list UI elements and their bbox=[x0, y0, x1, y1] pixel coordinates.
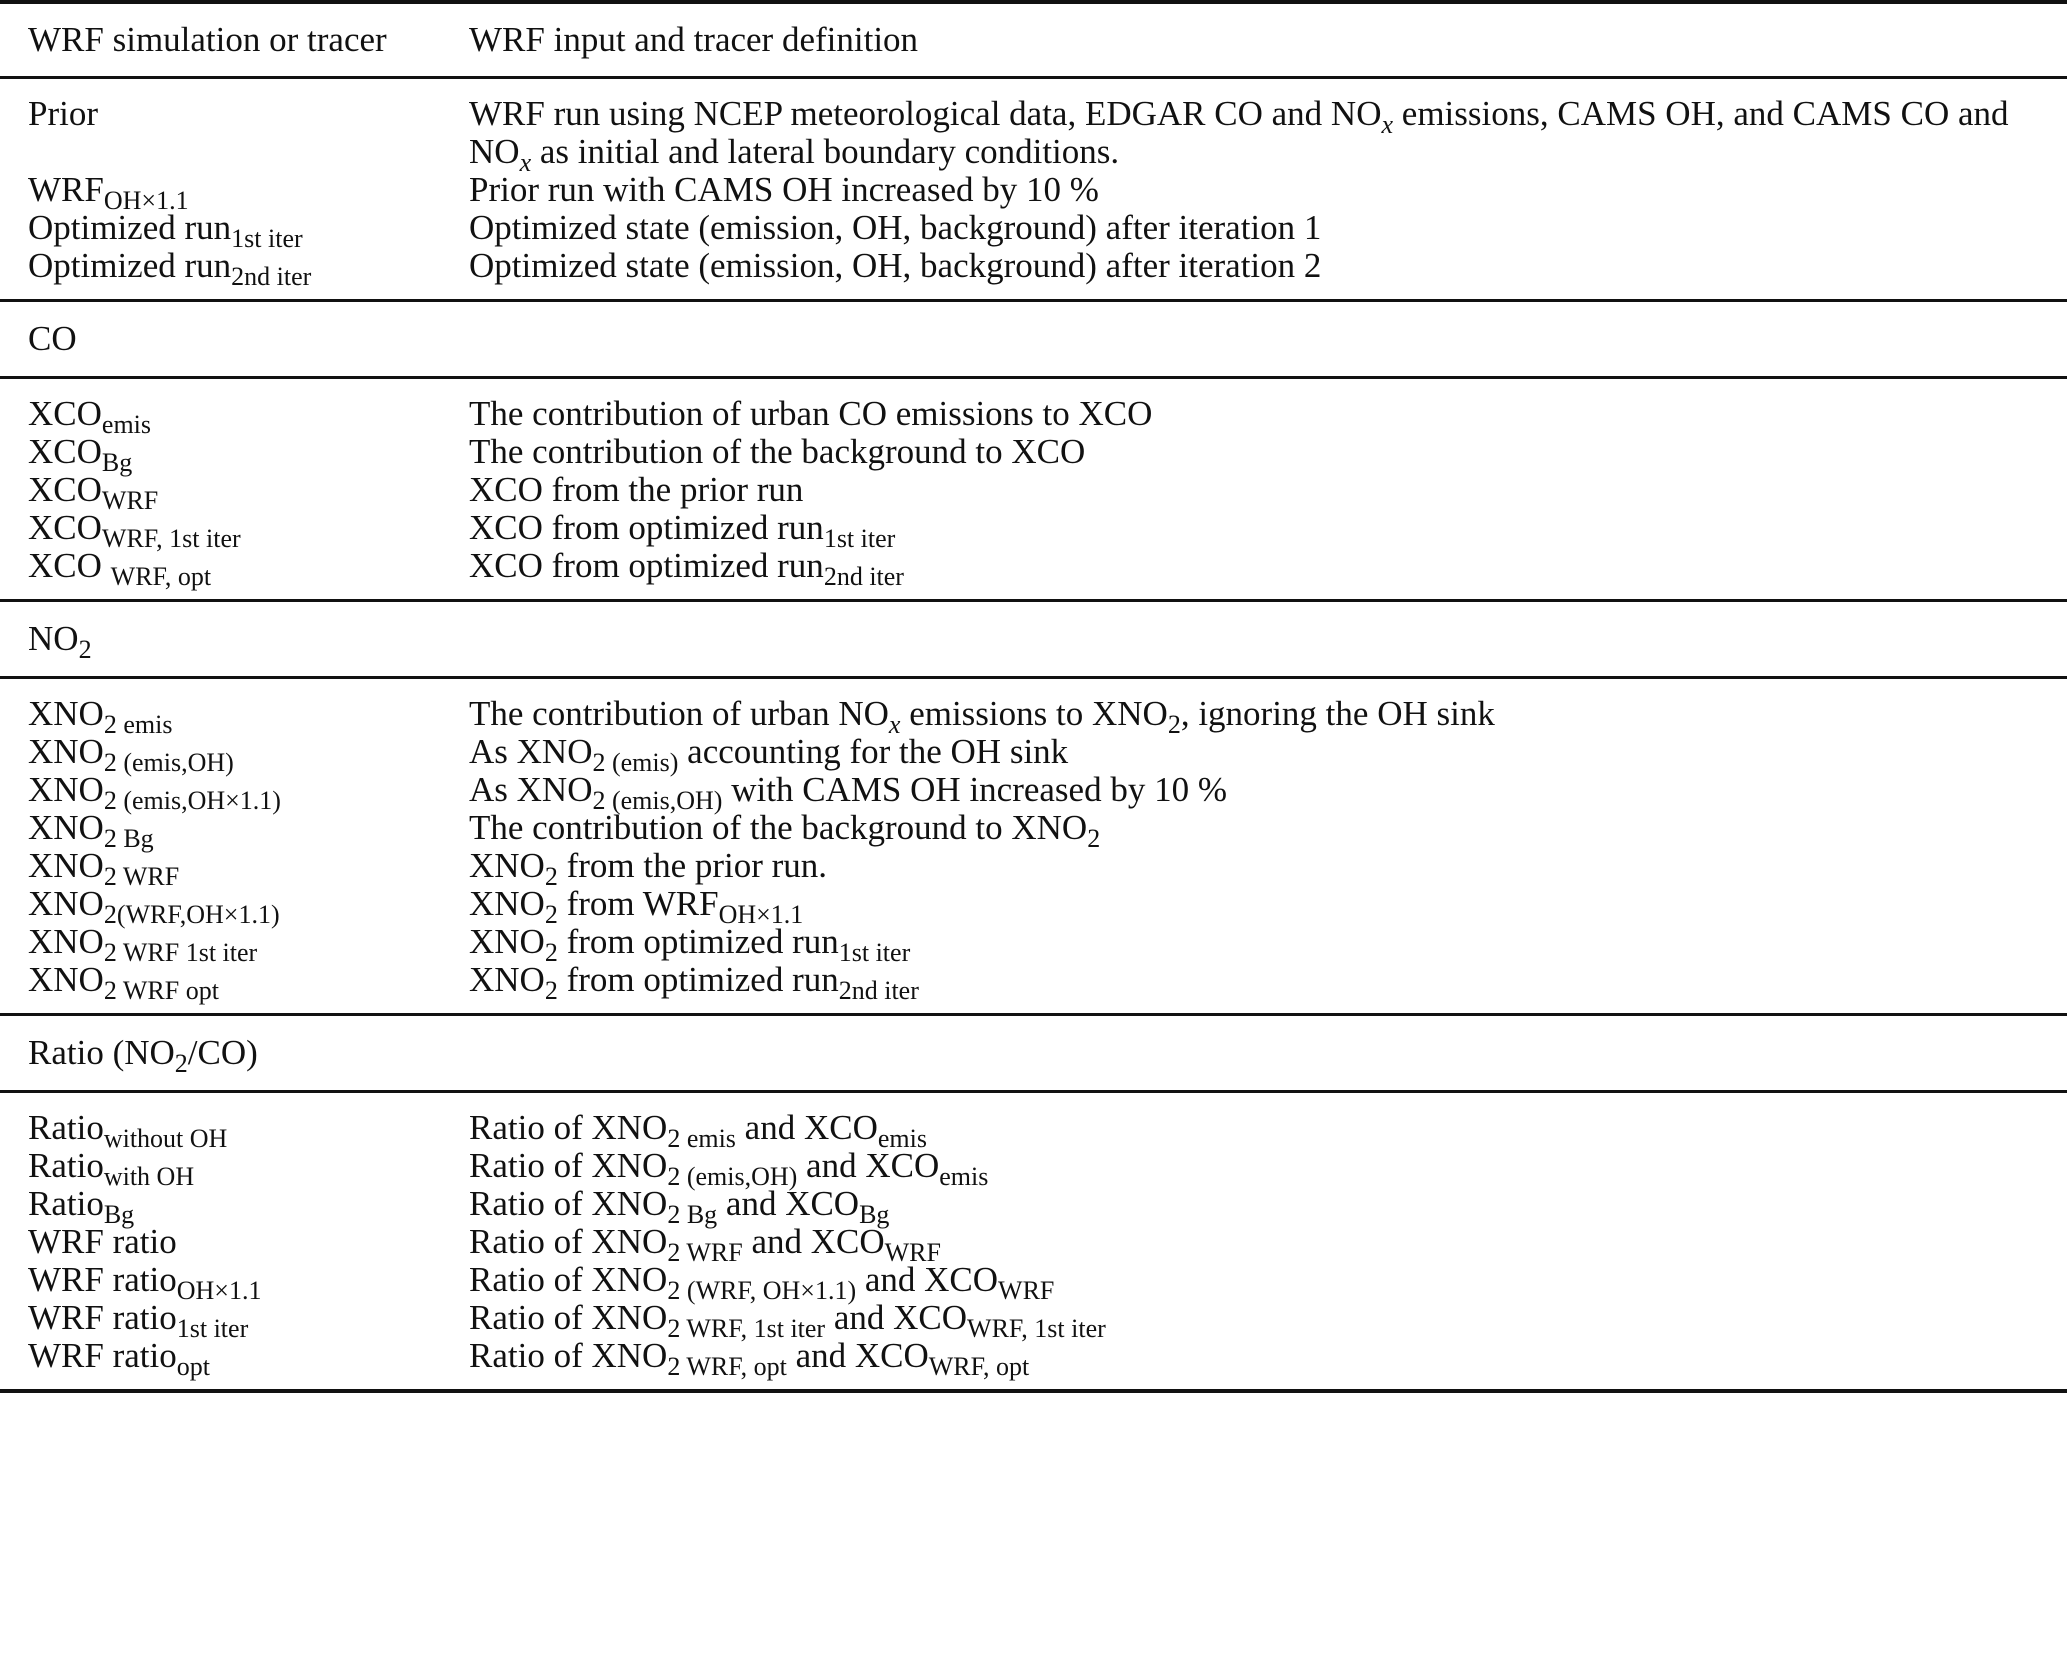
definition-cell bbox=[469, 1184, 2067, 1229]
section-title-row bbox=[0, 302, 2067, 376]
text-segment: The contribution of the background to XCO bbox=[469, 432, 1086, 471]
subscript: 2 (emis,OH) bbox=[592, 786, 723, 815]
subscript: 2 WRF bbox=[667, 1238, 743, 1267]
text-segment: The contribution of the background to XNO bbox=[469, 808, 1088, 847]
definition-cell bbox=[469, 546, 2067, 591]
table-row bbox=[0, 1108, 2067, 1153]
bottom-rule bbox=[0, 1389, 2067, 1393]
definition-cell bbox=[469, 846, 2067, 891]
subscript: Bg bbox=[859, 1200, 890, 1229]
text-segment: and XCO bbox=[797, 1146, 940, 1185]
subscript: emis bbox=[101, 410, 152, 439]
text-segment: from optimized run bbox=[557, 922, 839, 961]
text-segment: XCO bbox=[28, 470, 102, 509]
text-segment: from the prior run. bbox=[557, 846, 828, 885]
subscript: WRF, 1st iter bbox=[967, 1314, 1106, 1343]
section-rows bbox=[0, 379, 2067, 599]
text-segment: XNO bbox=[469, 960, 545, 999]
text-segment: with CAMS OH increased by 10 % bbox=[722, 770, 1227, 809]
tracer-name-cell bbox=[0, 208, 469, 253]
text-segment: XNO bbox=[469, 922, 545, 961]
text-segment: and XCO bbox=[825, 1298, 968, 1337]
table-row bbox=[0, 770, 2067, 815]
table-row bbox=[0, 846, 2067, 891]
table-row bbox=[0, 94, 2067, 177]
text-segment: , ignoring the OH sink bbox=[1180, 694, 1495, 733]
subscript: WRF, opt bbox=[110, 562, 212, 591]
tracer-name-cell bbox=[0, 546, 469, 591]
subscript: opt bbox=[176, 1352, 210, 1381]
subscript: WRF bbox=[998, 1276, 1055, 1305]
subscript: 2 (emis,OH) bbox=[667, 1162, 798, 1191]
header-simulation-or-tracer: WRF simulation or tracer bbox=[28, 20, 387, 59]
subscript: 2 bbox=[1087, 824, 1101, 853]
text-segment: XNO bbox=[28, 770, 104, 809]
subscript: 2nd iter bbox=[823, 562, 904, 591]
table-row bbox=[0, 808, 2067, 853]
subscript: 2 emis bbox=[667, 1124, 736, 1153]
tracer-name-cell bbox=[0, 732, 469, 777]
subscript: 1st iter bbox=[231, 224, 303, 253]
definition-cell bbox=[469, 770, 2067, 815]
subscript: 2 Bg bbox=[667, 1200, 718, 1229]
text-segment: Optimized state (emission, OH, background) after iteration 1 bbox=[469, 208, 1322, 247]
table-row bbox=[0, 960, 2067, 1005]
definition-cell bbox=[469, 1260, 2067, 1305]
text-segment: WRF run using NCEP meteorological data, EDGAR CO and NO bbox=[469, 94, 1382, 133]
text-segment: from WRF bbox=[557, 884, 719, 923]
table-row bbox=[0, 1146, 2067, 1191]
subscript: 2 (emis,OH) bbox=[103, 748, 234, 777]
subscript: 2 emis bbox=[103, 710, 173, 739]
table-row bbox=[0, 732, 2067, 777]
text-segment: XNO bbox=[469, 884, 545, 923]
text-segment: /CO) bbox=[187, 1033, 258, 1072]
table-row bbox=[0, 694, 2067, 739]
subscript: WRF, opt bbox=[928, 1352, 1030, 1381]
text-segment: accounting for the OH sink bbox=[678, 732, 1069, 771]
text-segment: XNO bbox=[28, 808, 104, 847]
subscript: x bbox=[888, 710, 901, 739]
text-segment: XNO bbox=[28, 694, 104, 733]
text-segment: CO bbox=[28, 319, 77, 358]
table-section bbox=[0, 299, 2067, 599]
text-segment: as initial and lateral boundary conditions. bbox=[531, 132, 1120, 171]
text-segment: Ratio of XNO bbox=[469, 1222, 668, 1261]
text-segment: and XCO bbox=[742, 1222, 885, 1261]
subscript: without OH bbox=[103, 1124, 228, 1153]
table-row bbox=[0, 470, 2067, 515]
tracer-name-cell bbox=[0, 432, 469, 477]
text-segment: and XCO bbox=[856, 1260, 999, 1299]
text-segment: Ratio of XNO bbox=[469, 1298, 668, 1337]
text-segment: and XCO bbox=[735, 1108, 878, 1147]
text-segment: XNO bbox=[28, 960, 104, 999]
table-row bbox=[0, 394, 2067, 439]
tracer-name-cell bbox=[0, 1298, 469, 1343]
section-title-row bbox=[0, 602, 2067, 676]
text-segment: Ratio (NO bbox=[28, 1033, 175, 1072]
text-segment: XNO bbox=[28, 922, 104, 961]
subscript: with OH bbox=[103, 1162, 195, 1191]
subscript: 2 bbox=[544, 862, 558, 891]
definition-cell bbox=[469, 508, 2067, 553]
subscript: 2(WRF,OH×1.1) bbox=[103, 900, 280, 929]
section-rows bbox=[0, 679, 2067, 1013]
tracer-name-cell bbox=[0, 1184, 469, 1229]
text-segment: XCO bbox=[28, 546, 111, 585]
table-section bbox=[0, 599, 2067, 1013]
table-row bbox=[0, 170, 2067, 215]
definition-cell bbox=[469, 171, 2067, 209]
subscript: 2nd iter bbox=[231, 262, 312, 291]
tracer-name-cell bbox=[0, 922, 469, 967]
subscript: 2 WRF, 1st iter bbox=[667, 1314, 826, 1343]
subscript: 2 WRF opt bbox=[103, 976, 219, 1005]
table-row bbox=[0, 884, 2067, 929]
text-segment: Ratio bbox=[28, 1146, 104, 1185]
tracer-name-cell bbox=[0, 95, 469, 133]
text-segment: from optimized run bbox=[557, 960, 839, 999]
tracer-name-cell bbox=[0, 508, 469, 553]
text-segment: XCO from optimized run bbox=[469, 546, 824, 585]
definition-cell bbox=[469, 1298, 2067, 1343]
subscript: 2 WRF, opt bbox=[667, 1352, 787, 1381]
definition-cell bbox=[469, 94, 2067, 177]
subscript: OH×1.1 bbox=[718, 900, 804, 929]
section-title bbox=[0, 619, 469, 664]
table-header-row bbox=[0, 4, 2067, 76]
table-body bbox=[0, 79, 2067, 1393]
tracer-name-cell bbox=[0, 1146, 469, 1191]
definition-cell bbox=[469, 1108, 2067, 1153]
text-segment: XCO bbox=[28, 432, 102, 471]
table-row bbox=[0, 922, 2067, 967]
text-segment: XCO bbox=[28, 394, 102, 433]
text-segment: The contribution of urban NO bbox=[469, 694, 889, 733]
text-segment: Optimized run bbox=[28, 246, 232, 285]
definition-cell bbox=[469, 922, 2067, 967]
table-row bbox=[0, 1298, 2067, 1343]
text-segment: XNO bbox=[28, 846, 104, 885]
subscript: 2 (emis,OH×1.1) bbox=[103, 786, 281, 815]
text-segment: Ratio of XNO bbox=[469, 1184, 668, 1223]
table-row bbox=[0, 208, 2067, 253]
tracer-name-cell bbox=[0, 470, 469, 515]
text-segment: XNO bbox=[28, 732, 104, 771]
subscript: 2 WRF bbox=[103, 862, 180, 891]
subscript: 1st iter bbox=[838, 938, 911, 967]
text-segment: WRF bbox=[28, 170, 104, 209]
subscript: WRF bbox=[101, 486, 159, 515]
subscript: Bg bbox=[101, 448, 133, 477]
text-segment: XCO from optimized run bbox=[469, 508, 824, 547]
subscript: WRF bbox=[884, 1238, 941, 1267]
subscript: 2nd iter bbox=[838, 976, 919, 1005]
tracer-name-cell bbox=[0, 846, 469, 891]
text-segment: Ratio bbox=[28, 1184, 104, 1223]
subscript: 2 (emis) bbox=[592, 748, 679, 777]
text-segment: Prior bbox=[28, 94, 98, 133]
tracer-name-cell bbox=[0, 394, 469, 439]
subscript: 1st iter bbox=[176, 1314, 249, 1343]
table-row bbox=[0, 508, 2067, 553]
subscript: 2 bbox=[174, 1049, 188, 1078]
text-segment: Ratio of XNO bbox=[469, 1336, 668, 1375]
section-title-row bbox=[0, 1016, 2067, 1090]
subscript: OH×1.1 bbox=[176, 1276, 262, 1305]
tracer-name-cell bbox=[0, 808, 469, 853]
text-segment: emissions, CAMS OH, and CAMS CO and NO bbox=[469, 94, 2009, 171]
header-input-and-definition: WRF input and tracer definition bbox=[469, 20, 919, 59]
text-segment: and XCO bbox=[786, 1336, 929, 1375]
subscript: 2 Bg bbox=[103, 824, 154, 853]
text-segment: As XNO bbox=[469, 770, 593, 809]
definition-cell bbox=[469, 433, 2067, 471]
subscript: x bbox=[519, 148, 532, 177]
definition-cell bbox=[469, 694, 2067, 739]
tracer-name-cell bbox=[0, 770, 469, 815]
definition-cell bbox=[469, 960, 2067, 1005]
table-row bbox=[0, 1184, 2067, 1229]
text-segment: Optimized run bbox=[28, 208, 232, 247]
text-segment: XNO bbox=[469, 846, 545, 885]
definition-cell bbox=[469, 395, 2067, 433]
table-section bbox=[0, 79, 2067, 299]
text-segment: XCO bbox=[28, 508, 102, 547]
definition-cell bbox=[469, 1146, 2067, 1191]
definition-cell bbox=[469, 884, 2067, 929]
text-segment: emissions to XNO bbox=[900, 694, 1168, 733]
table-row bbox=[0, 546, 2067, 591]
tracer-name-cell bbox=[0, 1260, 469, 1305]
text-segment: WRF ratio bbox=[28, 1298, 177, 1337]
definition-cell bbox=[469, 732, 2067, 777]
tracer-name-cell bbox=[0, 246, 469, 291]
subscript: WRF, 1st iter bbox=[101, 524, 241, 553]
subscript: 2 (WRF, OH×1.1) bbox=[667, 1276, 857, 1305]
subscript: OH×1.1 bbox=[103, 186, 189, 215]
text-segment: Ratio of XNO bbox=[469, 1108, 668, 1147]
tracer-name-cell bbox=[0, 1223, 469, 1261]
definition-cell bbox=[469, 247, 2067, 285]
section-rows bbox=[0, 79, 2067, 299]
text-segment: Ratio of XNO bbox=[469, 1260, 668, 1299]
section-title bbox=[0, 320, 469, 358]
subscript: 1st iter bbox=[823, 524, 896, 553]
text-segment: and XCO bbox=[717, 1184, 860, 1223]
text-segment: Ratio of XNO bbox=[469, 1146, 668, 1185]
tracer-name-cell bbox=[0, 694, 469, 739]
subscript: 2 bbox=[544, 938, 558, 967]
tracer-name-cell bbox=[0, 1336, 469, 1381]
subscript: 2 WRF 1st iter bbox=[103, 938, 258, 967]
subscript: x bbox=[1381, 110, 1394, 139]
section-rows bbox=[0, 1093, 2067, 1389]
table-row bbox=[0, 1336, 2067, 1381]
tracer-name-cell bbox=[0, 1108, 469, 1153]
tracer-name-cell bbox=[0, 170, 469, 215]
definition-cell bbox=[469, 209, 2067, 247]
subscript: 2 bbox=[544, 976, 558, 1005]
section-title bbox=[0, 1033, 469, 1078]
definition-cell bbox=[469, 471, 2067, 509]
text-segment: Optimized state (emission, OH, background) after iteration 2 bbox=[469, 246, 1322, 285]
subscript: emis bbox=[939, 1162, 989, 1191]
text-segment: WRF ratio bbox=[28, 1336, 177, 1375]
tracer-name-cell bbox=[0, 884, 469, 929]
subscript: 2 bbox=[544, 900, 558, 929]
tracer-name-cell bbox=[0, 960, 469, 1005]
subscript: 2 bbox=[78, 635, 92, 664]
definition-cell bbox=[469, 1222, 2067, 1267]
subscript: Bg bbox=[103, 1200, 135, 1229]
text-segment: The contribution of urban CO emissions to XCO bbox=[469, 394, 1153, 433]
definition-cell bbox=[469, 808, 2067, 853]
subscript: emis bbox=[877, 1124, 927, 1153]
definition-cell bbox=[469, 1336, 2067, 1381]
table-row bbox=[0, 432, 2067, 477]
table-row bbox=[0, 1260, 2067, 1305]
text-segment: Prior run with CAMS OH increased by 10 % bbox=[469, 170, 1099, 209]
text-segment: WRF ratio bbox=[28, 1260, 177, 1299]
text-segment: XNO bbox=[28, 884, 104, 923]
table-row bbox=[0, 246, 2067, 291]
text-segment: WRF ratio bbox=[28, 1222, 177, 1261]
table-row bbox=[0, 1222, 2067, 1267]
text-segment: As XNO bbox=[469, 732, 593, 771]
text-segment: XCO from the prior run bbox=[469, 470, 804, 509]
table-section bbox=[0, 1013, 2067, 1389]
text-segment: Ratio bbox=[28, 1108, 104, 1147]
text-segment: NO bbox=[28, 619, 79, 658]
subscript: 2 bbox=[1167, 710, 1181, 739]
